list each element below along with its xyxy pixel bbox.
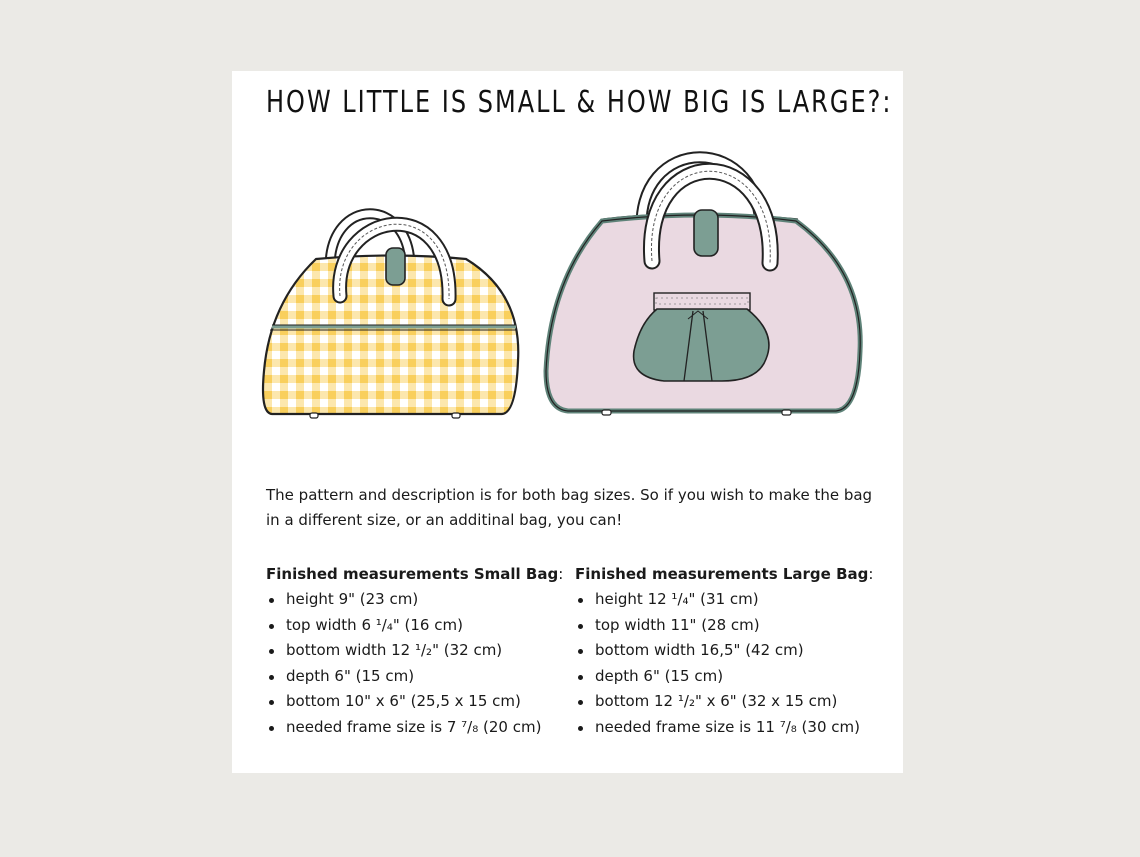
large-bag-icon (546, 157, 860, 415)
list-item: depth 6" (15 cm) (575, 664, 895, 690)
small-bag-heading-text: Finished measurements Small Bag (266, 565, 559, 583)
list-item: bottom 12 ¹/₂" x 6" (32 x 15 cm) (575, 689, 895, 715)
large-bag-list (575, 587, 895, 740)
list-item: height 9" (23 cm) (266, 587, 566, 613)
list-item: needed frame size is 11 ⁷/₈ (30 cm) (575, 715, 895, 741)
large-bag-heading-text: Finished measurements Large Bag (575, 565, 869, 583)
info-card (232, 71, 903, 773)
large-bag-measurements (575, 561, 895, 740)
bags-illustration (232, 71, 903, 451)
list-item: depth 6" (15 cm) (266, 664, 566, 690)
small-bag-icon (263, 214, 518, 418)
list-item: bottom width 16,5" (42 cm) (575, 638, 895, 664)
list-item: bottom 10" x 6" (25,5 x 15 cm) (266, 689, 566, 715)
small-bag-measurements (266, 561, 566, 740)
list-item: height 12 ¹/₄" (31 cm) (575, 587, 895, 613)
list-item: top width 11" (28 cm) (575, 613, 895, 639)
list-item: top width 6 ¹/₄" (16 cm) (266, 613, 566, 639)
list-item: bottom width 12 ¹/₂" (32 cm) (266, 638, 566, 664)
large-bag-heading (575, 561, 895, 587)
page-title: HOW LITTLE IS SMALL & HOW BIG IS LARGE?: (266, 85, 893, 120)
heading-colon: : (558, 565, 564, 583)
small-bag-heading (266, 561, 566, 587)
intro-text: The pattern and description is for both bag sizes. So if you wish to make the bag in a different size, or an additinal bag, you can! (266, 486, 873, 529)
list-item: needed frame size is 7 ⁷/₈ (20 cm) (266, 715, 566, 741)
heading-colon: : (868, 565, 874, 583)
small-bag-list (266, 587, 566, 740)
